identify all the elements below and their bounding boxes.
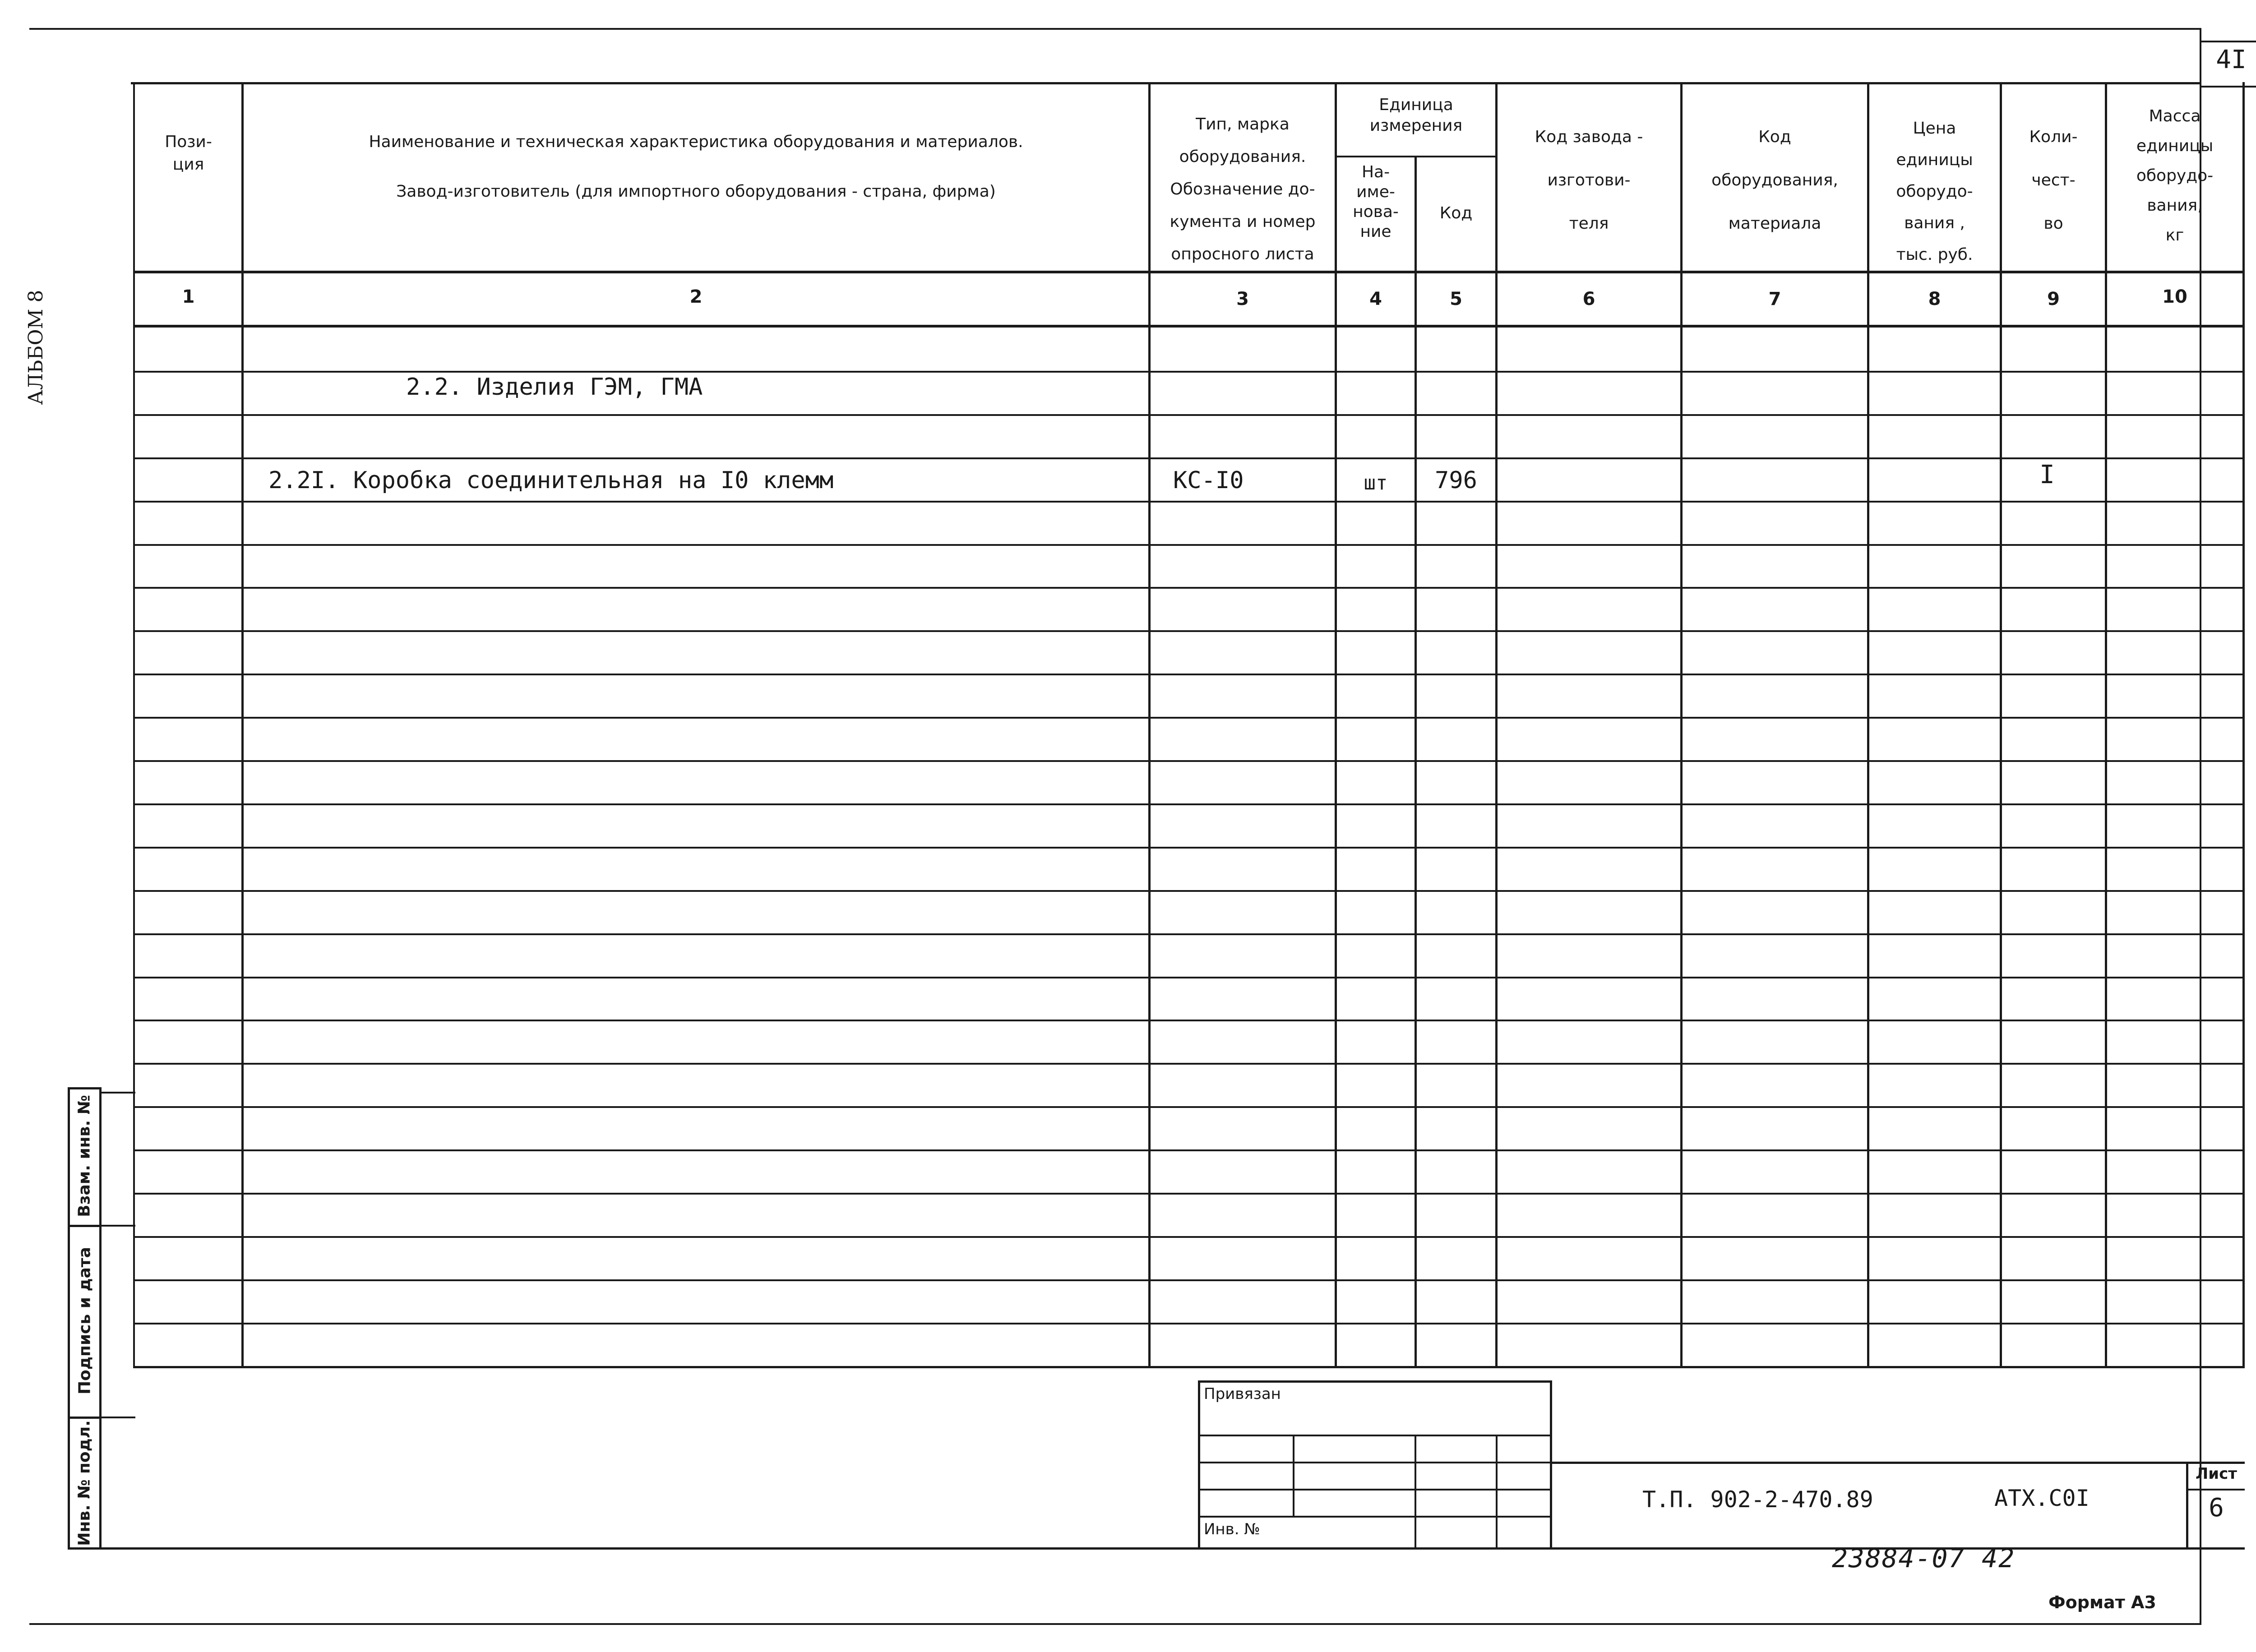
table-row-rule — [133, 1323, 2245, 1324]
item-unit-code: 796 — [1435, 467, 1477, 494]
header-type: Тип, марка оборудования. Обозначение до- кумента и номер опросного листа — [1170, 115, 1316, 263]
table-row-rule — [133, 587, 2245, 589]
table-row-rule — [133, 1236, 2245, 1238]
signature-date-label: Подпись и дата — [75, 1247, 94, 1394]
format-label: Формат А3 — [2048, 1592, 2156, 1612]
page-number: 4I — [2216, 45, 2247, 74]
replaced-inv-label: Взам. инв. № — [75, 1095, 94, 1217]
table-row-rule — [133, 717, 2245, 719]
table-row-rule — [133, 890, 2245, 892]
table-row-rule — [133, 674, 2245, 675]
item-type: КС-I0 — [1173, 467, 1244, 494]
sheet-number: 6 — [2209, 1493, 2224, 1523]
table-row-rule — [133, 1193, 2245, 1195]
table-row-rule — [133, 1149, 2245, 1151]
header-equipment-code: Код оборудования, материала — [1711, 128, 1838, 233]
header-name-line1: Наименование и техническая характеристика оборудования и материалов. — [369, 133, 1023, 151]
column-number-7: 7 — [1768, 289, 1781, 309]
header-unit-group: Единица измерения — [1369, 96, 1463, 135]
header-name-line2: Завод-изготовитель (для импортного оборудования - страна, фирма) — [396, 182, 996, 201]
table-row-rule — [133, 803, 2245, 805]
column-number-4: 4 — [1369, 289, 1382, 309]
inv-number-label: Инв. № — [1204, 1520, 1260, 1538]
table-row-rule — [133, 1020, 2245, 1021]
section-title: 2.2. Изделия ГЭМ, ГМА — [406, 374, 703, 401]
table-row-rule — [133, 977, 2245, 978]
header-unit-code: Код — [1439, 204, 1473, 222]
column-number-8: 8 — [1928, 289, 1941, 309]
album-label: АЛЬБОМ 8 — [24, 290, 47, 405]
document-code: Т.П. 902-2-470.89 — [1642, 1486, 1873, 1513]
column-number-2: 2 — [689, 286, 703, 307]
table-row-rule — [133, 1279, 2245, 1281]
table-row-rule — [133, 457, 2245, 459]
table-row-rule — [133, 630, 2245, 632]
header-unit-price: Цена единицы оборудо- вания , тыс. руб. — [1896, 119, 1973, 264]
header-position: Пози- ция — [165, 133, 212, 174]
table-row-rule — [133, 1063, 2245, 1065]
original-inv-label: Инв. № подл. — [75, 1420, 94, 1546]
document-mark: АТХ.С0I — [1994, 1485, 2090, 1511]
table-row-rule — [133, 933, 2245, 935]
column-number-5: 5 — [1450, 289, 1462, 309]
table-row-rule — [133, 501, 2245, 503]
header-quantity: Коли- чест- во — [2029, 128, 2078, 233]
linked-label: Привязан — [1204, 1385, 1281, 1403]
item-unit: шт — [1364, 471, 1388, 494]
column-number-10: 10 — [2162, 286, 2187, 307]
column-number-3: 3 — [1236, 289, 1249, 309]
table-row-rule — [133, 760, 2245, 762]
table-row-rule — [133, 544, 2245, 546]
table-row-rule — [133, 1106, 2245, 1108]
table-row-rule — [133, 414, 2245, 416]
item-name: 2.2I. Коробка соединительная на I0 клемм — [268, 467, 834, 494]
header-plant-code: Код завода - изготови- теля — [1535, 128, 1643, 233]
header-unit-name: На- име- нова- ние — [1353, 163, 1399, 241]
table-row-rule — [133, 847, 2245, 849]
column-number-9: 9 — [2047, 289, 2060, 309]
item-quantity: I — [2039, 460, 2055, 489]
header-unit-mass: Масса единицы оборудо- вания, кг — [2136, 107, 2214, 245]
column-number-6: 6 — [1582, 289, 1595, 309]
sheet-label: Лист — [2196, 1465, 2237, 1483]
column-number-1: 1 — [182, 286, 195, 307]
handwritten-registration-number: 23884-07 42 — [1832, 1543, 2016, 1574]
table-row-rule — [133, 371, 2245, 373]
